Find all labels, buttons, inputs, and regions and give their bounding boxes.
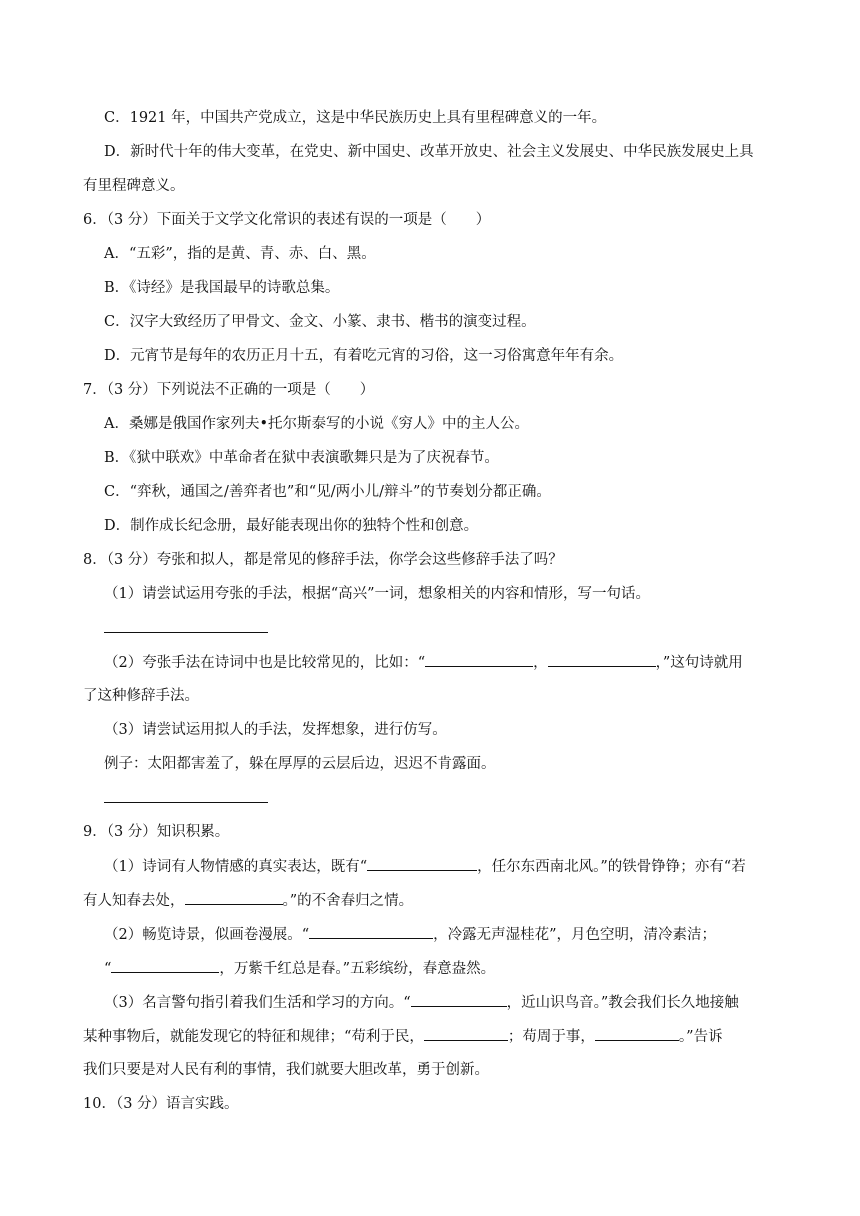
q9-part3-line3: 我们只要是对人民有利的事情，我们就要大胆改革，勇于创新。	[83, 1062, 489, 1078]
q7-option-d: D．制作成长纪念册，最好能表现出你的独特个性和创意。	[104, 518, 479, 534]
q9-part2-line2	[104, 958, 495, 979]
q9-part3-blank-2[interactable]	[424, 1026, 508, 1041]
q9-part1-blank-1[interactable]	[367, 856, 477, 871]
q9-part2-blank-2[interactable]	[111, 958, 219, 973]
q8-part2-text-a: （2）夸张手法在诗词中也是比较常见的，比如：“	[104, 655, 426, 671]
q9-part3-text-e: 。”告诉	[678, 1029, 723, 1045]
q8-part3: （3）请尝试运用拟人的手法，发挥想象，进行仿写。	[104, 722, 447, 738]
q9-stem: 9．（3 分）知识积累。	[83, 824, 230, 840]
q9-part2-text-c: “	[104, 961, 112, 977]
q5-option-d-line2: 有里程碑意义。	[83, 178, 185, 194]
q8-part2-line2: 了这种修辞手法。	[83, 688, 199, 704]
q10-stem: 10．（3 分）语言实践。	[83, 1096, 239, 1112]
q6-option-d: D．元宵节是每年的农历正月十五，有着吃元宵的习俗，这一习俗寓意年年有余。	[104, 348, 624, 364]
q8-part2-separator: ，	[533, 655, 548, 671]
q9-part1-line2	[83, 890, 413, 911]
q9-part2-text-a: （2）畅览诗景，似画卷漫展。“	[104, 927, 310, 943]
q9-part2-line1	[104, 924, 716, 945]
q9-part1-text-b: ，任尔东西南北风。”的铁骨铮铮；亦有“若	[477, 859, 746, 875]
q8-part1: （1）请尝试运用夸张的手法，根据“高兴”一词，想象相关的内容和情形，写一句话。	[104, 586, 651, 602]
q5-option-d-line1: D．新时代十年的伟大变革，在党史、新中国史、改革开放史、社会主义发展史、中华民族发展史上具	[104, 144, 754, 160]
q7-option-a: A．桑娜是俄国作家列夫•托尔斯泰写的小说《穷人》中的主人公。	[104, 416, 530, 432]
q9-part3-blank-3[interactable]	[595, 1026, 679, 1041]
q6-option-a: A．“五彩”，指的是黄、青、赤、白、黑。	[104, 246, 376, 262]
q9-part1-blank-2[interactable]	[185, 890, 283, 905]
q7-option-b: B．《狱中联欢》中革命者在狱中表演歌舞只是为了庆祝春节。	[104, 450, 499, 466]
q9-part2-blank-1[interactable]	[309, 924, 433, 939]
q8-example: 例子：太阳都害羞了，躲在厚厚的云层后边，迟迟不肯露面。	[104, 756, 496, 772]
q6-option-b: B．《诗经》是我国最早的诗歌总集。	[104, 280, 340, 296]
q8-stem: 8．（3 分）夸张和拟人，都是常见的修辞手法，你学会这些修辞手法了吗？	[83, 552, 563, 568]
q6-stem: 6．（3 分）下面关于文学文化常识的表述有误的一项是（ ）	[83, 212, 491, 228]
q8-part2-blank-2[interactable]	[548, 652, 656, 667]
q9-part1-line1	[104, 856, 746, 877]
q8-part2-line1	[104, 652, 743, 673]
q8-part2-blank-1[interactable]	[425, 652, 533, 667]
q9-part1-text-c: 有人知春去处，	[83, 893, 185, 909]
q9-part3-blank-1[interactable]	[411, 992, 507, 1007]
q7-option-c: C．“弈秋，通国之/善弈者也”和“见/两小儿/辩斗”的节奏划分都正确。	[104, 484, 551, 500]
q7-stem: 7．（3 分）下列说法不正确的一项是（ ）	[83, 382, 375, 398]
q8-part3-answer-line[interactable]	[104, 802, 268, 803]
q9-part3-text-a: （3）名言警句指引着我们生活和学习的方向。“	[104, 995, 411, 1011]
q9-part3-line2	[83, 1026, 723, 1047]
q6-option-c: C．汉字大致经历了甲骨文、金文、小篆、隶书、楷书的演变过程。	[104, 314, 536, 330]
q9-part3-text-d: ；苟周于事，	[507, 1029, 595, 1045]
q8-part1-answer-line[interactable]	[104, 632, 268, 633]
q9-part2-text-b: ，冷露无声湿桂花”，月色空明，清冷素洁；	[433, 927, 717, 943]
q9-part1-text-d: 。”的不舍春归之情。	[282, 893, 414, 909]
q9-part3-text-c: 某种事物后，就能发现它的特征和规律；“苟利于民，	[83, 1029, 424, 1045]
q9-part3-line1	[104, 992, 739, 1013]
q5-option-c: C．1921 年，中国共产党成立，这是中华民族历史上具有里程碑意义的一年。	[104, 110, 607, 126]
q9-part2-text-d: ，万紫千红总是春。”五彩缤纷，春意盎然。	[219, 961, 496, 977]
q8-part2-text-b: ，”这句诗就用	[655, 655, 743, 671]
q9-part1-text-a: （1）诗词有人物情感的真实表达，既有“	[104, 859, 368, 875]
q9-part3-text-b: ，近山识鸟音。”教会我们长久地接触	[506, 995, 739, 1011]
